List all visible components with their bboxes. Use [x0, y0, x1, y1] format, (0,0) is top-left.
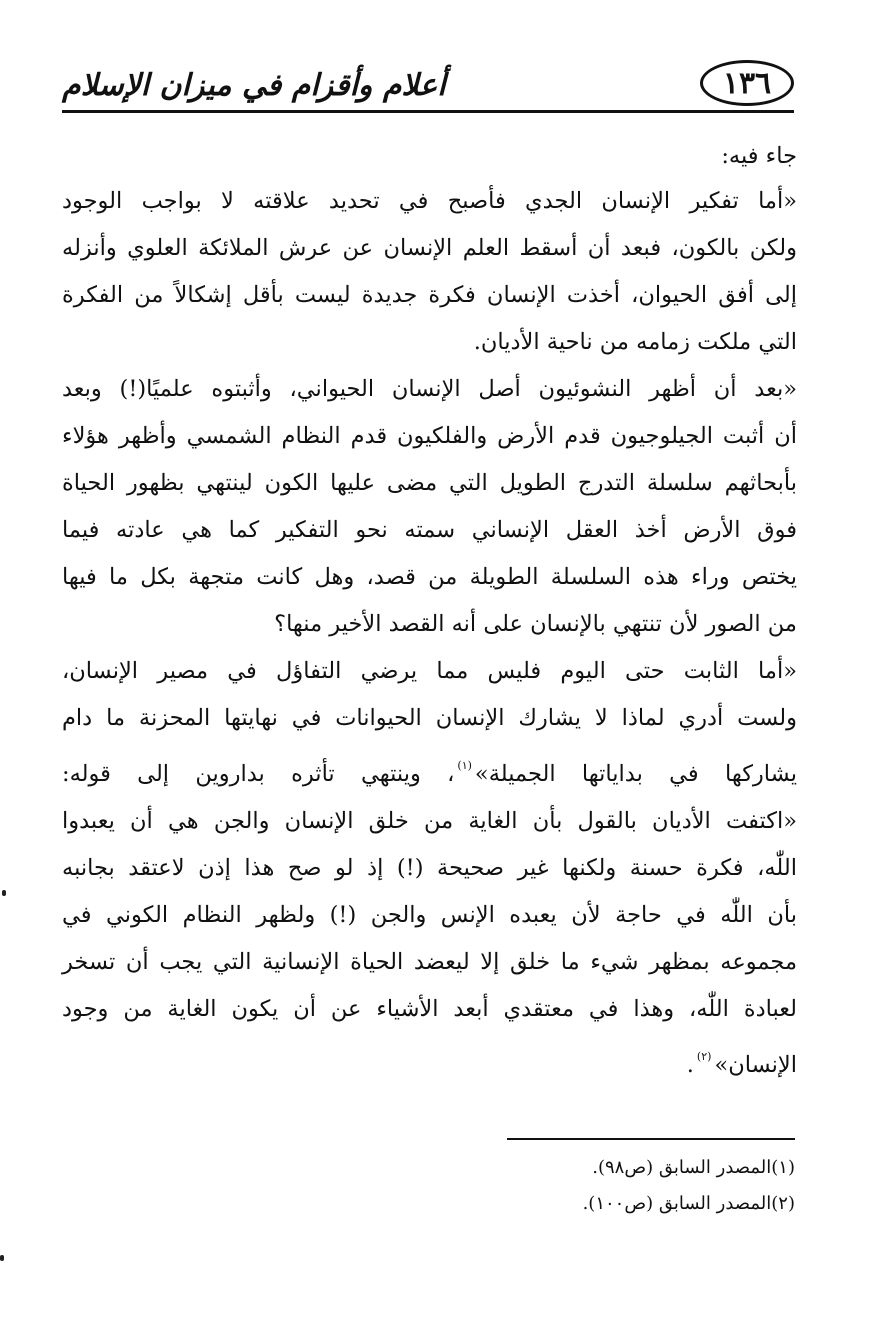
text-line: «أما الثابت حتى اليوم فليس مما يرضي التفاؤل في مصير الإنسان،	[62, 658, 797, 684]
scan-mark	[0, 1255, 4, 1261]
text-fragment: .	[686, 1052, 694, 1078]
text-line-with-footnote	[62, 742, 797, 798]
paragraph-1	[62, 178, 797, 366]
text-fragment: يشاركها في بداياتها الجميلة»	[474, 761, 797, 787]
footnotes	[400, 1150, 795, 1222]
footnote-1: (١)المصدر السابق (ص٩٨).	[592, 1157, 795, 1178]
text-line: بأن اللّٰه في حاجة لأن يعبده الإنس والجن (!) ولظهر النظام الكوني في	[62, 902, 797, 928]
text-fragment: الإنسان»	[714, 1052, 797, 1078]
footnote-marker-2[interactable]: (٢)	[696, 1050, 712, 1063]
page-number: ١٣٦	[700, 60, 794, 106]
header-rule	[62, 110, 794, 113]
page-body	[62, 134, 797, 1089]
text-line: من الصور لأن تنتهي بالإنسان على أنه القصد الأخير منها؟	[274, 611, 797, 637]
text-line: اللّٰه، فكرة حسنة ولكنها غير صحيحة (!) إذ لو صح هذا إذن لاعتقد بجانبه	[62, 855, 797, 881]
text-line-with-footnote	[62, 1033, 797, 1089]
text-line: فوق الأرض أخذ العقل الإنساني سمته نحو التفكير كما هي عادته فيما	[62, 517, 797, 543]
running-title: أعلام وأقزام في ميزان الإسلام	[62, 68, 446, 103]
footnote-marker-1[interactable]: (١)	[457, 759, 472, 772]
text-line: «اكتفت الأديان بالقول بأن الغاية من خلق الإنسان والجن هي أن يعبدوا	[62, 808, 797, 834]
scan-mark	[2, 890, 6, 896]
text-line: «أما تفكير الإنسان الجدي فأصبح في تحديد علاقته لا بواجب الوجود	[62, 188, 797, 214]
footnote-rule	[507, 1138, 795, 1140]
text-line: يختص وراء هذه السلسلة الطويلة من قصد، وهل كانت متجهة بكل ما فيها	[62, 564, 797, 590]
text-line: بأبحاثهم سلسلة التدرج الطويل التي مضى عليها الكون لينتهي بظهور الحياة	[62, 470, 797, 496]
paragraph-2	[62, 366, 797, 648]
paragraph-4	[62, 798, 797, 1089]
text-line: ولكن بالكون، فبعد أن أسقط العلم الإنسان عن عرش الملائكة العلوي وأنزله	[62, 235, 797, 261]
text-line: ولست أدري لماذا لا يشارك الإنسان الحيوانات في نهايتها المحزنة ما دام	[62, 705, 797, 731]
page-header	[62, 60, 794, 114]
text-fragment: ، وينتهي تأثره بداروين إلى قوله:	[62, 761, 455, 787]
footnote-2: (٢)المصدر السابق (ص١٠٠).	[582, 1193, 795, 1214]
paragraph-3	[62, 648, 797, 798]
text-line: إلى أفق الحيوان، أخذت الإنسان فكرة جديدة ليست بأقل إشكالاً من الفكرة	[62, 282, 797, 308]
intro-line: جاء فيه:	[721, 143, 797, 169]
text-line: أن أثبت الجيلوجيون قدم الأرض والفلكيون قدم النظام الشمسي وأظهر هؤلاء	[62, 423, 797, 449]
text-line: لعبادة اللّٰه، وهذا في معتقدي أبعد الأشياء عن أن يكون الغاية من وجود	[62, 996, 797, 1022]
text-line: مجموعه بمظهر شيء ما خلق إلا ليعضد الحياة الإنسانية التي يجب أن تسخر	[62, 949, 797, 975]
text-line: التي ملكت زمامه من ناحية الأديان.	[473, 329, 797, 355]
text-line: «بعد أن أظهر النشوئيون أصل الإنسان الحيواني، وأثبتوه علميًا(!) وبعد	[62, 376, 797, 402]
